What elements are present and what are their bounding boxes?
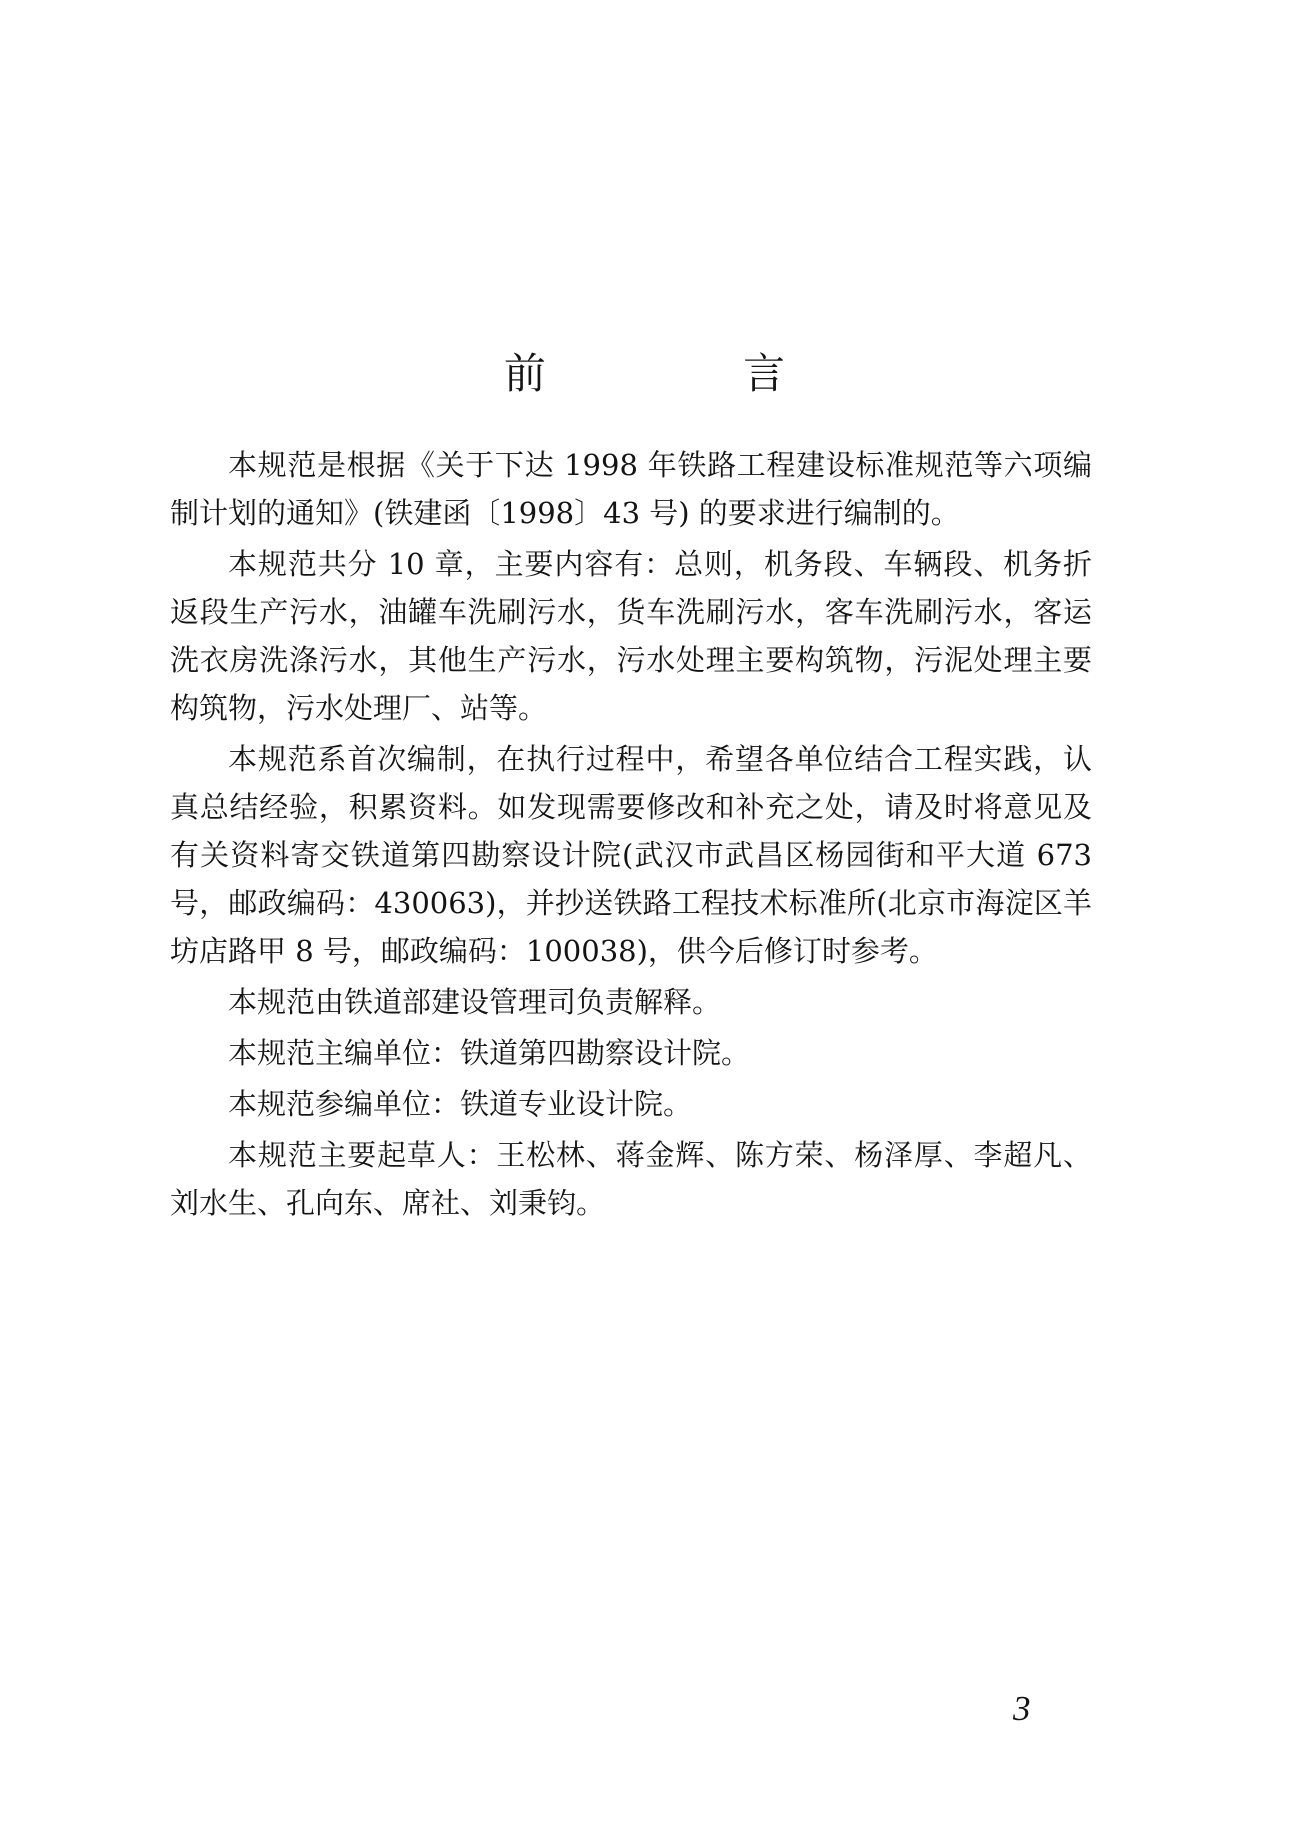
paragraph-interpretation: 本规范由铁道部建设管理司负责解释。 [228,985,722,1019]
paragraph-chief-editor: 本规范主编单位：铁道第四勘察设计院。 [228,1036,751,1070]
page-number: 3 [1013,1689,1031,1728]
preface-body [170,441,1092,1230]
paragraph-drafters: 本规范主要起草人：王松林、蒋金辉、陈方荣、杨泽厚、李超凡、刘水生、孔向东、席社、刘秉钧。 [170,1138,1092,1220]
page-title: 前 言 [503,349,878,398]
paragraph-contents: 本规范共分 10 章，主要内容有：总则，机务段、车辆段、机务折返段生产污水，油罐车洗刷污水，货车洗刷污水，客车洗刷污水，客运洗衣房洗涤污水，其他生产污水，污水处理主要构筑物，污泥处理主要构筑物，污水处理厂、站等。 [170,547,1092,725]
paragraph-feedback: 本规范系首次编制，在执行过程中，希望各单位结合工程实践，认真总结经验，积累资料。如发现需要修改和补充之处，请及时将意见及有关资料寄交铁道第四勘察设计院(武汉市武昌区杨园街和平大道 673 号，邮政编码：430063)，并抄送铁路工程技术标准所(北京市海淀区羊坊店路甲 8 号，邮政编码：100038)，供今后修订时参考。 [170,742,1092,968]
paragraph-participating-editor: 本规范参编单位：铁道专业设计院。 [228,1087,693,1121]
paragraph-basis: 本规范是根据《关于下达 1998 年铁路工程建设标准规范等六项编制计划的通知》(铁建函〔1998〕43 号) 的要求进行编制的。 [170,448,1092,530]
